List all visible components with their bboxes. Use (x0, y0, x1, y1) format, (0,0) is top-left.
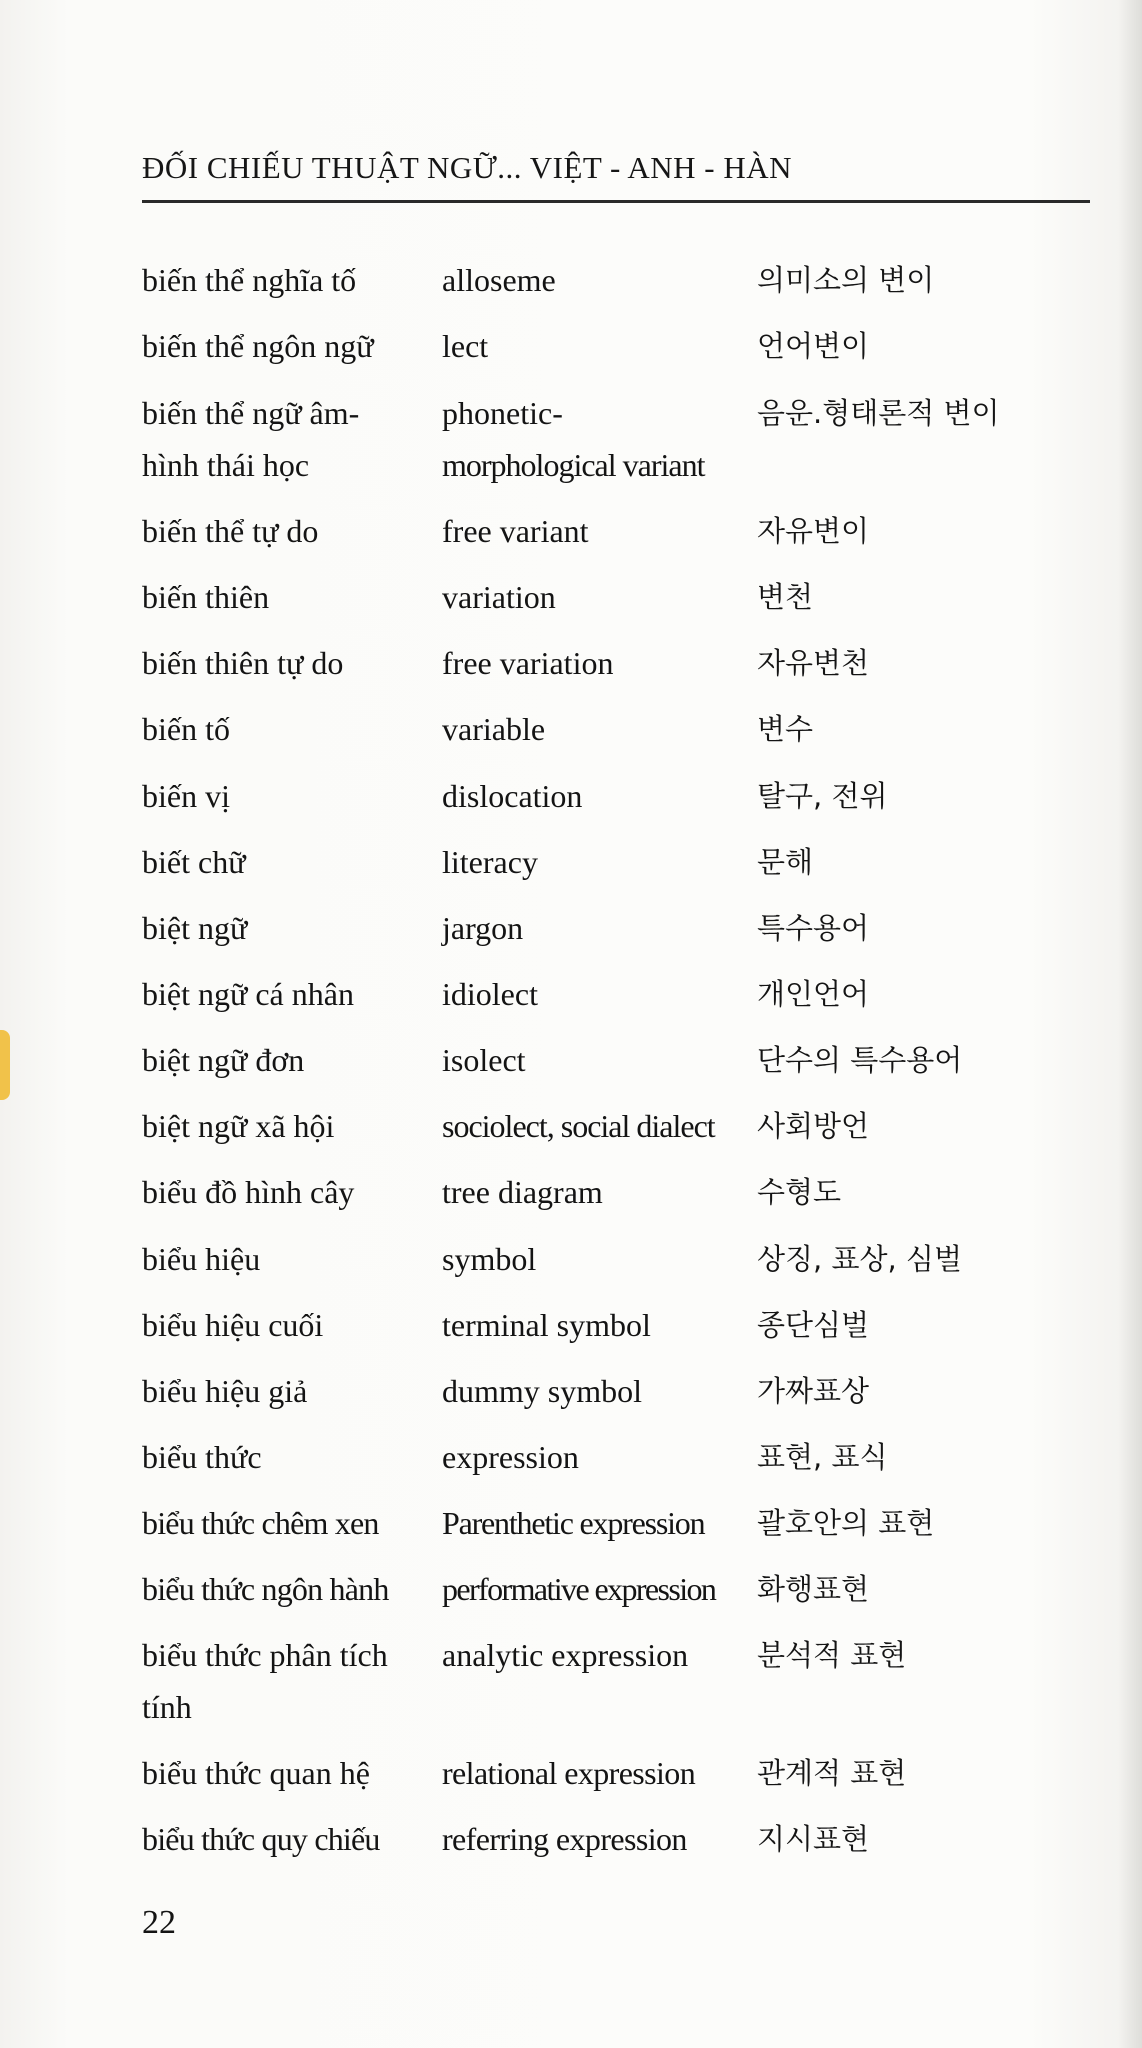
korean-term: 관계적 표현 (757, 1756, 907, 1790)
korean-term: 분석적 표현 (757, 1638, 907, 1672)
vietnamese-term: biệt ngữ xã hội (142, 1108, 335, 1144)
english-term: sociolect, social dialect (442, 1108, 715, 1144)
korean-term: 언어변이 (757, 329, 870, 363)
vietnamese-term: biến tố (142, 711, 230, 747)
korean-term: 자유변천 (757, 646, 870, 680)
english-term: isolect (442, 1042, 526, 1078)
korean-term: 자유변이 (757, 514, 870, 548)
vietnamese-term: biểu thức (142, 1439, 262, 1475)
english-term: alloseme (442, 262, 556, 298)
korean-term: 상징, 표상, 심벌 (757, 1242, 962, 1276)
page-number: 22 (142, 1904, 176, 1941)
korean-term: 변천 (757, 580, 814, 614)
vietnamese-term: biến thể nghĩa tố (142, 262, 357, 298)
korean-term: 가짜표상 (757, 1374, 870, 1408)
vietnamese-term: biểu thức quy chiếu (142, 1821, 380, 1857)
korean-term: 음운.형태론적 변이 (757, 396, 1000, 430)
english-term: idiolect (442, 976, 538, 1012)
korean-term: 개인언어 (757, 977, 870, 1011)
korean-term: 특수용어 (757, 911, 870, 945)
vietnamese-term: biểu thức chêm xen (142, 1505, 379, 1541)
english-term: free variant (442, 513, 589, 549)
vietnamese-term-continuation: tính (142, 1689, 192, 1725)
vietnamese-term: biểu thức quan hệ (142, 1755, 370, 1791)
english-term: tree diagram (442, 1174, 603, 1210)
korean-term: 표현, 표식 (757, 1440, 888, 1474)
english-term: symbol (442, 1241, 537, 1277)
korean-term: 변수 (757, 712, 814, 746)
vietnamese-term: biệt ngữ đơn (142, 1042, 305, 1078)
english-term: analytic expression (442, 1637, 689, 1673)
vietnamese-term: biệt ngữ (142, 910, 248, 946)
english-term: free variation (442, 645, 614, 681)
vietnamese-term-continuation: hình thái học (142, 447, 310, 483)
english-term: dislocation (442, 778, 583, 814)
english-term: jargon (442, 910, 524, 946)
english-term: phonetic- (442, 395, 563, 431)
vietnamese-term: biểu hiệu cuối (142, 1307, 324, 1343)
korean-term: 수형도 (757, 1175, 842, 1209)
korean-term: 의미소의 변이 (757, 263, 935, 297)
english-term: relational expression (442, 1755, 696, 1791)
vietnamese-term: biểu thức phân tích (142, 1637, 388, 1673)
vietnamese-term: biến thể tự do (142, 513, 319, 549)
korean-term: 화행표현 (757, 1572, 870, 1606)
english-term: literacy (442, 844, 538, 880)
vietnamese-term: biệt ngữ cá nhân (142, 976, 354, 1012)
running-header: ĐỐI CHIẾU THUẬT NGỮ... VIỆT - ANH - HÀN (142, 150, 793, 185)
korean-term: 탈구, 전위 (757, 779, 888, 813)
english-term: referring expression (442, 1821, 687, 1857)
vietnamese-term: biểu đồ hình cây (142, 1174, 355, 1210)
vietnamese-term: biến thiên (142, 579, 270, 615)
korean-term: 지시표현 (757, 1822, 870, 1856)
vietnamese-term: biểu hiệu (142, 1241, 261, 1277)
english-term-continuation: morphological variant (442, 447, 705, 483)
vietnamese-term: biến vị (142, 778, 230, 814)
vietnamese-term: biểu hiệu giả (142, 1373, 308, 1409)
vietnamese-term: biết chữ (142, 844, 246, 880)
english-term: dummy symbol (442, 1373, 643, 1409)
vietnamese-term: biến thiên tự do (142, 645, 344, 681)
english-term: lect (442, 328, 489, 364)
korean-term: 괄호안의 표현 (757, 1506, 935, 1540)
vietnamese-term: biến thể ngữ âm- (142, 395, 360, 431)
english-term: variable (442, 711, 546, 747)
english-term: performative expression (442, 1571, 716, 1607)
korean-term: 문해 (757, 845, 814, 879)
english-term: Parenthetic expression (442, 1505, 705, 1541)
vietnamese-term: biến thể ngôn ngữ (142, 328, 374, 364)
korean-term: 종단심벌 (757, 1308, 870, 1342)
korean-term: 사회방언 (757, 1109, 870, 1143)
english-term: variation (442, 579, 556, 615)
english-term: terminal symbol (442, 1307, 651, 1343)
vietnamese-term: biểu thức ngôn hành (142, 1571, 389, 1607)
english-term: expression (442, 1439, 579, 1475)
korean-term: 단수의 특수용어 (757, 1043, 963, 1077)
